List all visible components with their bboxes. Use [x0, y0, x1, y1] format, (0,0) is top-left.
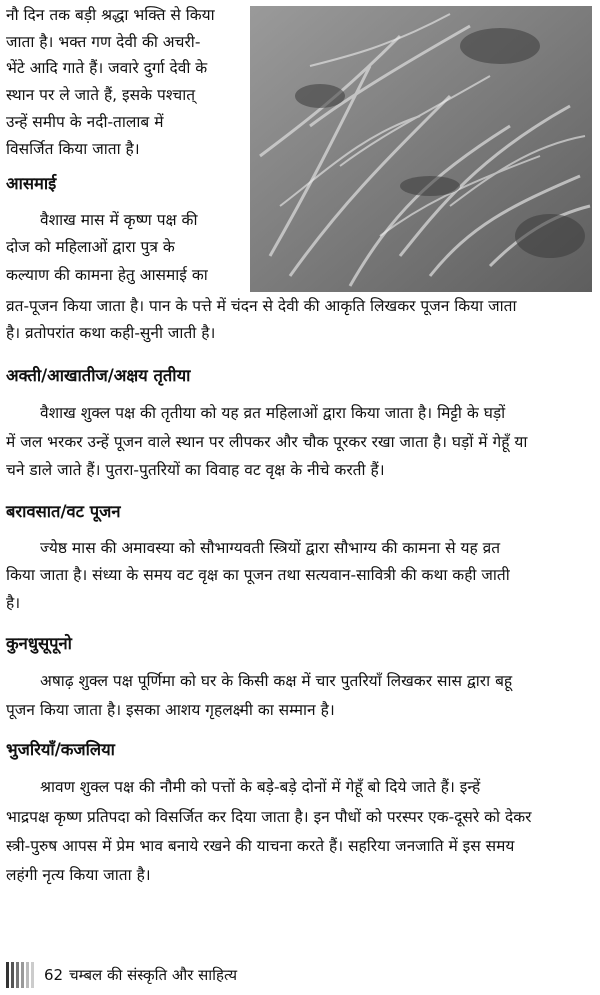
section-line: दोज को महिलाओं द्वारा पुत्र के — [6, 238, 175, 256]
section-heading-akti: अक्ती/आखातीज/अक्षय तृतीया — [6, 366, 191, 385]
section-line: व्रत-पूजन किया जाता है। पान के पत्ते में चंदन से देवी की आकृति लिखकर पूजन किया जाता — [6, 297, 517, 315]
footer-stripes-decoration — [6, 962, 36, 988]
section-heading-bhujariyan: भुजरियाँ/कजलिया — [6, 740, 115, 759]
section-line: पूजन किया जाता है। इसका आशय गृहलक्ष्मी का सम्मान है। — [6, 701, 335, 719]
section-line: ज्येष्ठ मास की अमावस्या को सौभाग्यवती स्त्रियों द्वारा सौभाग्य की कामना से यह व्रत — [40, 539, 501, 557]
intro-line: भेंटे आदि गाते हैं। जवारे दुर्गा देवी के — [6, 59, 208, 77]
section-line: वैशाख शुक्ल पक्ष की तृतीया को यह व्रत महिलाओं द्वारा किया जाता है। मिट्टी के घड़ों — [40, 404, 506, 422]
section-line: में जल भरकर उन्हें पूजन वाले स्थान पर लीपकर और चौक पूरकर रखा जाता है। घड़ों में गेहूँ या — [6, 433, 528, 451]
section-line: लहंगी नृत्य किया जाता है। — [6, 866, 151, 884]
section-line: चने डाले जाते हैं। पुतरा-पुतरियों का विवाह वट वृक्ष के नीचे करती हैं। — [6, 461, 385, 479]
section-heading-vat-poojan: बरावसात/वट पूजन — [6, 502, 121, 521]
section-heading-kundhusupuno: कुनधुसूपूनो — [6, 634, 72, 653]
section-line: अषाढ़ शुक्ल पक्ष पूर्णिमा को घर के किसी कक्ष में चार पुतरियाँ लिखकर सास द्वारा बहू — [40, 672, 513, 690]
wheat-sprouts-photo — [250, 6, 592, 292]
section-line: है। — [6, 594, 21, 612]
section-heading-asmai: आसमाई — [6, 174, 57, 193]
section-line: भाद्रपक्ष कृष्ण प्रतिपदा को विसर्जित कर दिया जाता है। इन पौधों को परस्पर एक-दूसरे को देकर — [6, 808, 532, 826]
intro-line: स्थान पर ले जाते हैं, इसके पश्चात् — [6, 86, 196, 104]
section-line: वैशाख मास में कृष्ण पक्ष की — [40, 211, 198, 229]
intro-line: विसर्जित किया जाता है। — [6, 140, 140, 158]
section-line: किया जाता है। संध्या के समय वट वृक्ष का पूजन तथा सत्यवान-सावित्री की कथा कही जाती — [6, 566, 510, 584]
section-line: स्त्री-पुरुष आपस में प्रेम भाव बनाये रखने की याचना करते हैं। सहरिया जनजाति में इस समय — [6, 837, 515, 855]
book-title: चम्बल की संस्कृति और साहित्य — [69, 966, 238, 984]
section-line: कल्याण की कामना हेतु आसमाई का — [6, 266, 208, 284]
intro-line: जाता है। भक्त गण देवी की अचरी- — [6, 33, 201, 51]
intro-line: उन्हें समीप के नदी-तालाब में — [6, 113, 164, 131]
page-number: 62 — [44, 966, 64, 984]
page-footer — [6, 960, 237, 990]
section-line: श्रावण शुक्ल पक्ष की नौमी को पत्तों के बड़े-बड़े दोनों में गेहूँ बो दिये जाते हैं। इन्हें — [40, 778, 481, 796]
section-line: है। व्रतोपरांत कथा कही-सुनी जाती है। — [6, 324, 216, 342]
intro-line: नौ दिन तक बड़ी श्रद्धा भक्ति से किया — [6, 6, 215, 24]
